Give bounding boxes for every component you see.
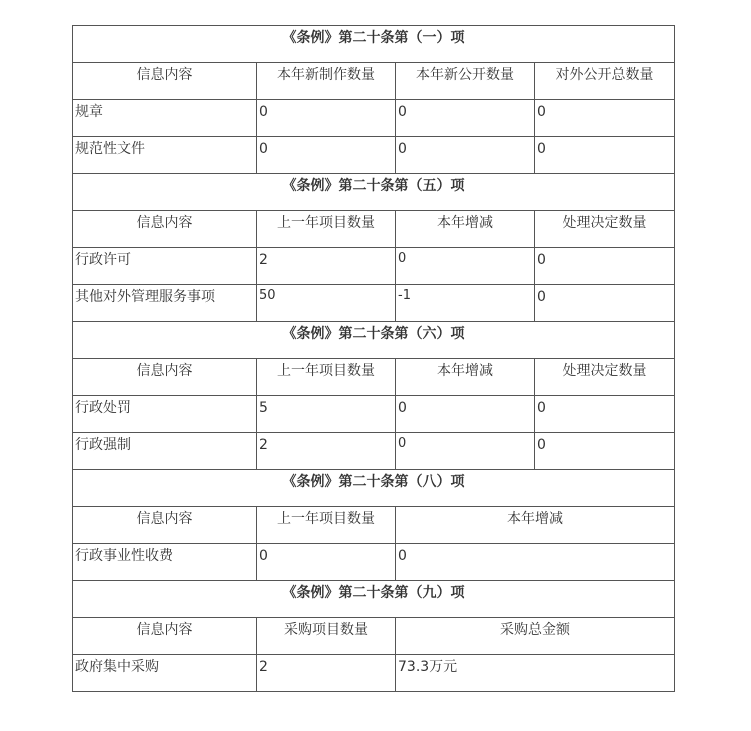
row-label: 政府集中采购 — [73, 655, 257, 692]
column-header: 上一年项目数量 — [257, 359, 396, 396]
table-cell: 0 — [396, 396, 535, 433]
table-row — [73, 655, 675, 692]
column-header: 本年新公开数量 — [396, 63, 535, 100]
table-cell: 2 — [257, 248, 396, 285]
column-header: 本年增减 — [396, 507, 675, 544]
column-header: 上一年项目数量 — [257, 211, 396, 248]
table-cell: 2 — [257, 433, 396, 470]
row-label: 其他对外管理服务事项 — [73, 285, 257, 322]
section-title-row — [73, 174, 675, 211]
table-cell: 0 — [535, 248, 675, 285]
column-header: 本年增减 — [396, 211, 535, 248]
table-row — [73, 137, 675, 174]
table-row — [73, 285, 675, 322]
table-cell: 0 — [396, 248, 535, 285]
column-header: 对外公开总数量 — [535, 63, 675, 100]
table-cell: 0 — [535, 396, 675, 433]
column-header: 处理决定数量 — [535, 359, 675, 396]
table-cell: 0 — [535, 137, 675, 174]
header-row — [73, 618, 675, 655]
row-label: 规范性文件 — [73, 137, 257, 174]
table-row — [73, 396, 675, 433]
section-title-row — [73, 581, 675, 618]
table-cell: 0 — [396, 137, 535, 174]
column-header: 本年新制作数量 — [257, 63, 396, 100]
section-title: 《条例》第二十条第（八）项 — [73, 470, 675, 507]
column-header: 信息内容 — [73, 618, 257, 655]
table-cell: 73.3万元 — [396, 655, 675, 692]
row-label: 行政强制 — [73, 433, 257, 470]
column-header: 上一年项目数量 — [257, 507, 396, 544]
column-header: 本年增减 — [396, 359, 535, 396]
table-cell: 0 — [535, 100, 675, 137]
table-row — [73, 544, 675, 581]
section-title-row — [73, 322, 675, 359]
column-header: 信息内容 — [73, 507, 257, 544]
column-header: 处理决定数量 — [535, 211, 675, 248]
header-row — [73, 63, 675, 100]
section-title: 《条例》第二十条第（五）项 — [73, 174, 675, 211]
table-cell: 0 — [396, 544, 675, 581]
table-cell: 0 — [535, 285, 675, 322]
table-cell: -1 — [396, 285, 535, 322]
section-title-row — [73, 26, 675, 63]
table-cell: 50 — [257, 285, 396, 322]
table-cell: 0 — [257, 137, 396, 174]
row-label: 行政处罚 — [73, 396, 257, 433]
table-cell: 0 — [396, 100, 535, 137]
section-title: 《条例》第二十条第（九）项 — [73, 581, 675, 618]
column-header: 信息内容 — [73, 63, 257, 100]
table-cell: 0 — [257, 100, 396, 137]
table-cell: 2 — [257, 655, 396, 692]
table-cell: 5 — [257, 396, 396, 433]
table-row — [73, 248, 675, 285]
header-row — [73, 211, 675, 248]
table-row — [73, 100, 675, 137]
row-label: 规章 — [73, 100, 257, 137]
table-cell: 0 — [396, 433, 535, 470]
disclosure-table — [72, 25, 675, 692]
header-row — [73, 507, 675, 544]
table-row — [73, 433, 675, 470]
column-header: 信息内容 — [73, 359, 257, 396]
column-header: 采购项目数量 — [257, 618, 396, 655]
row-label: 行政事业性收费 — [73, 544, 257, 581]
table-cell: 0 — [535, 433, 675, 470]
section-title-row — [73, 470, 675, 507]
row-label: 行政许可 — [73, 248, 257, 285]
column-header: 采购总金额 — [396, 618, 675, 655]
section-title: 《条例》第二十条第（六）项 — [73, 322, 675, 359]
column-header: 信息内容 — [73, 211, 257, 248]
table-cell: 0 — [257, 544, 396, 581]
header-row — [73, 359, 675, 396]
section-title: 《条例》第二十条第（一）项 — [73, 26, 675, 63]
